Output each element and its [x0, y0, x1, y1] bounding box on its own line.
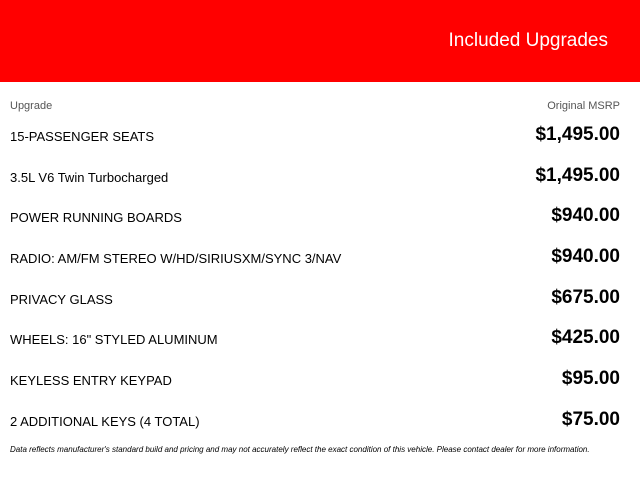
upgrade-name: 2 ADDITIONAL KEYS (4 TOTAL) [10, 413, 200, 429]
upgrade-price: $425.00 [551, 327, 620, 349]
table-row [10, 115, 620, 156]
table-row [10, 237, 620, 278]
upgrade-price: $1,495.00 [535, 124, 620, 145]
table-row [10, 318, 620, 359]
upgrade-name: 15-PASSENGER SEATS [10, 129, 155, 144]
upgrade-name: PRIVACY GLASS [10, 291, 113, 307]
header-banner [0, 0, 640, 82]
upgrade-name: POWER RUNNING BOARDS [10, 210, 182, 226]
upgrade-name: 3.5L V6 Twin Turbocharged [10, 169, 169, 185]
upgrade-name: WHEELS: 16" STYLED ALUMINUM [10, 332, 218, 348]
table-header [10, 99, 620, 113]
upgrade-price: $940.00 [551, 205, 620, 227]
table-row [10, 156, 620, 197]
column-header-msrp: Original MSRP [547, 100, 620, 112]
table-row [10, 278, 620, 319]
upgrades-table [10, 115, 620, 441]
upgrade-price: $95.00 [561, 368, 620, 390]
table-row [10, 359, 620, 400]
disclaimer-text: Data reflects manufacturer's standard build and pricing and may not accurately reflect the exact condition of this vehicle. Please contact dealer for more information. [10, 445, 590, 454]
table-row [10, 400, 620, 441]
upgrade-price: $940.00 [551, 246, 620, 268]
column-header-upgrade: Upgrade [10, 100, 53, 112]
upgrade-price: $75.00 [561, 408, 620, 430]
table-row [10, 196, 620, 237]
upgrade-price: $1,495.00 [535, 164, 620, 186]
page-title: Included Upgrades [448, 30, 608, 51]
upgrade-price: $675.00 [551, 286, 620, 308]
upgrade-name: RADIO: AM/FM STEREO W/HD/SIRIUSXM/SYNC 3/NAV [10, 251, 342, 267]
upgrade-name: KEYLESS ENTRY KEYPAD [10, 373, 172, 389]
